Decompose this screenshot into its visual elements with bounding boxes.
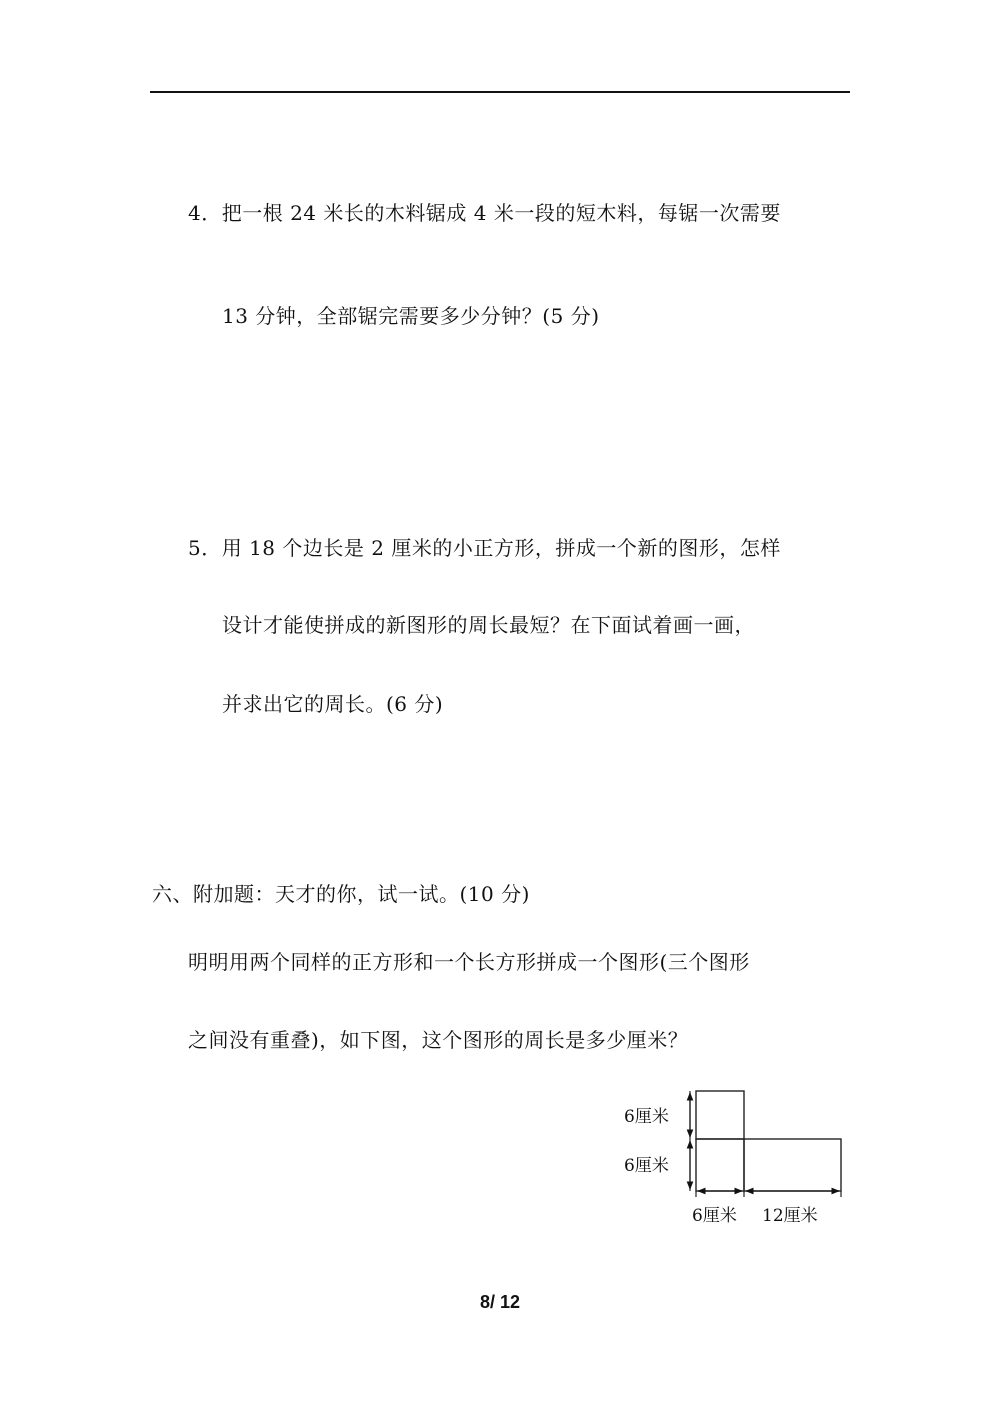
label-top: 6厘米: [624, 1107, 669, 1127]
perimeter-figure: [610, 1080, 870, 1240]
bottom-square: [696, 1139, 744, 1191]
q5-line-1: 5．用 18 个边长是 2 厘米的小正方形，拼成一个新的图形，怎样: [188, 536, 781, 560]
label-middle: 6厘米: [624, 1156, 669, 1176]
section6-line-1: 明明用两个同样的正方形和一个长方形拼成一个图形(三个图形: [188, 950, 750, 974]
section6-heading: 六、附加题：天才的你，试一试。(10 分): [152, 882, 530, 906]
q5-line-2: 设计才能使拼成的新图形的周长最短？在下面试着画一画，: [222, 613, 755, 637]
label-bottom-right: 12厘米: [762, 1206, 818, 1226]
section6-line-2: 之间没有重叠)，如下图，这个图形的周长是多少厘米？: [188, 1028, 689, 1052]
label-bottom-left: 6厘米: [692, 1206, 737, 1226]
page-number: 8/ 12: [479, 1292, 521, 1312]
rectangle: [744, 1139, 841, 1191]
top-square: [696, 1091, 744, 1139]
q4-line-1: 4．把一根 24 米长的木料锯成 4 米一段的短木料，每锯一次需要: [188, 201, 781, 225]
q4-line-2: 13 分钟，全部锯完需要多少分钟？(5 分): [222, 304, 600, 328]
header-rule: [150, 91, 850, 93]
q5-line-3: 并求出它的周长。(6 分): [222, 692, 444, 716]
